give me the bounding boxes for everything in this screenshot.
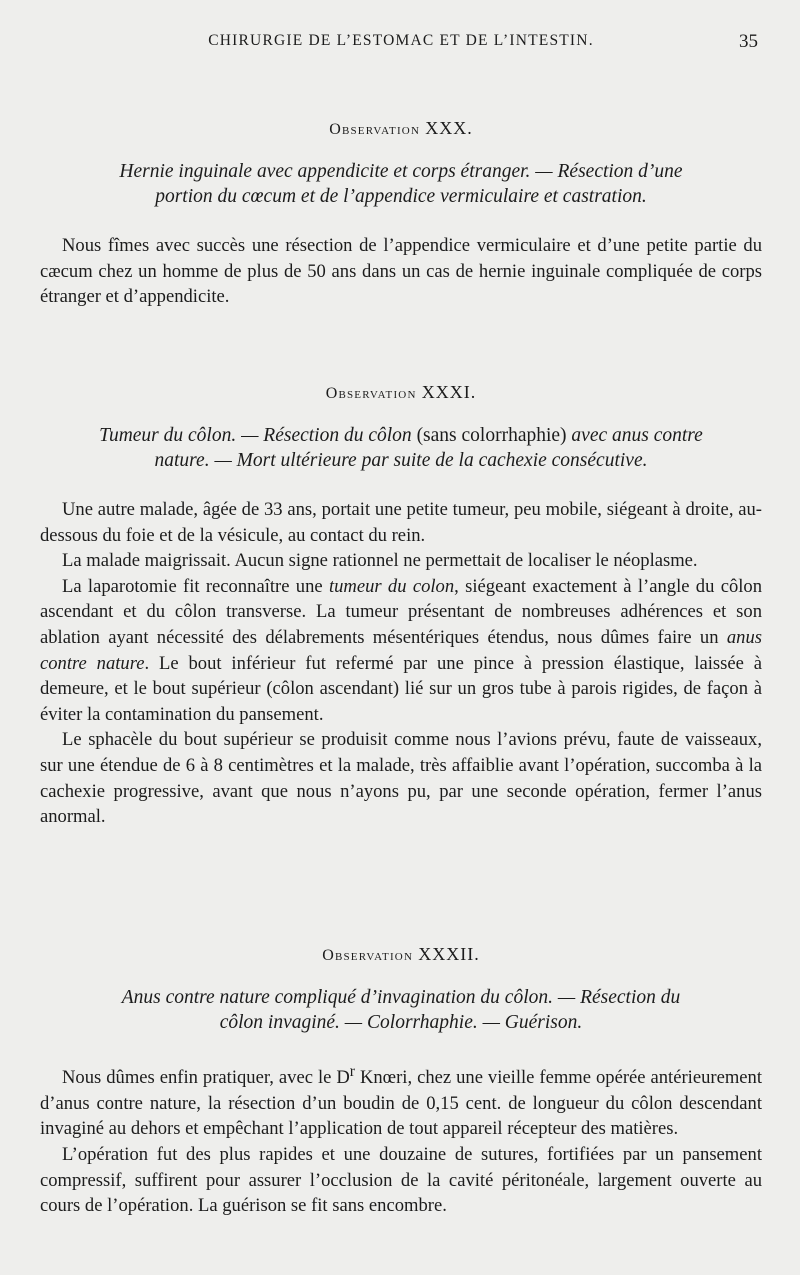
observation-subtitle — [40, 159, 762, 209]
subtitle-line-1: Anus contre nature compliqué d’invagination du côlon. — Résection du — [121, 987, 681, 1008]
paragraph: L’opération fut des plus rapides et une douzaine de sutures, fortifiées par un pansement compressif, suffirent pour assurer l’occlusion de la cavité péritonéale, largement ouverte au cours de l’opération. La guérison se fit sans encombre. — [40, 1143, 762, 1217]
observation-32 — [40, 944, 762, 1219]
heading-number: XXXII. — [418, 944, 480, 964]
subtitle-line-1c: avec anus contre — [571, 425, 703, 446]
paragraph — [40, 1059, 762, 1142]
observation-31 — [40, 382, 762, 830]
italic-run: tumeur du colon — [328, 575, 455, 597]
heading-number: XXXI. — [421, 382, 477, 402]
subtitle-line-2: nature. — Mort ultérieure par suite de la cachexie consécutive. — [154, 450, 648, 471]
paragraph: La malade maigrissait. Aucun signe rationnel ne permettait de localiser le néoplasme. — [62, 550, 698, 572]
text-run: Knœri, chez une vieille femme opérée antérieurement d’anus contre nature, la résection d’un boudin de 0,15 cent. de longueur du côlon descendant invaginé au dehors et empêchant l’application de tout appareil récepteur des matières. — [40, 1067, 762, 1140]
text-run: . Le bout inférieur fut refermé par une pince à pression élastique, laissée à demeure, et le bout supérieur (côlon ascendant) lié sur un gros tube à parois rigides, de façon à éviter la contamination du pansement. — [40, 652, 762, 725]
running-title: CHIRURGIE DE L’ESTOMAC ET DE L’INTESTIN. — [208, 32, 594, 49]
observation-30 — [40, 118, 762, 310]
text-run: Nous dûmes enfin pratiquer, avec le D — [62, 1067, 350, 1089]
paragraph: Nous fîmes avec succès une résection de l’appendice vermiculaire et d’une petite partie du cæcum chez un homme de plus de 50 ans dans un cas de hernie inguinale compliquée de corps étranger et d’appendicite. — [40, 235, 762, 308]
text-run: , siégeant exactement à l’angle du côlon ascendant et du côlon transverse. La tumeur présentant de nombreuses adhérences et son ablation ayant nécessité des délabrements mésentériques étendus, nous dûmes faire un — [40, 575, 762, 648]
running-head — [40, 32, 762, 58]
heading-number: XXX. — [425, 118, 473, 138]
subtitle-line-2: côlon invaginé. — Colorrhaphie. — Guérison. — [219, 1012, 583, 1033]
observation-heading — [40, 944, 762, 965]
superscript: r — [349, 1063, 355, 1080]
heading-word: Observation — [322, 947, 414, 964]
text-run: La laparotomie fit reconnaître une — [62, 575, 323, 597]
observation-heading — [40, 118, 762, 139]
page-number: 35 — [739, 31, 758, 52]
subtitle-line-2: portion du cœcum et de l’appendice vermiculaire et castration. — [155, 186, 647, 207]
subtitle-line-1b: (sans colorrhaphie) — [416, 425, 567, 446]
paragraph: Le sphacèle du bout supérieur se produisit comme nous l’avions prévu, faute de vaisseaux, sur une étendue de 6 à 8 centimètres et la malade, très affaiblie avant l’opération, succomba à la cachexie progressive, avant que nous n’ayons pu, par une seconde opération, fermer l’anus anormal. — [40, 729, 762, 828]
heading-word: Observation — [325, 385, 417, 402]
paragraph — [40, 574, 762, 728]
observation-subtitle — [40, 985, 762, 1035]
subtitle-line-1a: Tumeur du côlon. — Résection du côlon — [99, 425, 412, 446]
observation-heading — [40, 382, 762, 403]
heading-word: Observation — [329, 121, 421, 138]
subtitle-line-1: Hernie inguinale avec appendicite et corps étranger. — Résection d’une — [119, 161, 683, 182]
observation-subtitle — [40, 423, 762, 473]
italic-run: anus contre nature — [40, 626, 762, 674]
paragraph: Une autre malade, âgée de 33 ans, portait une petite tumeur, peu mobile, siégeant à droite, au-dessous du foie et de la vésicule, au contact du rein. — [40, 499, 762, 546]
